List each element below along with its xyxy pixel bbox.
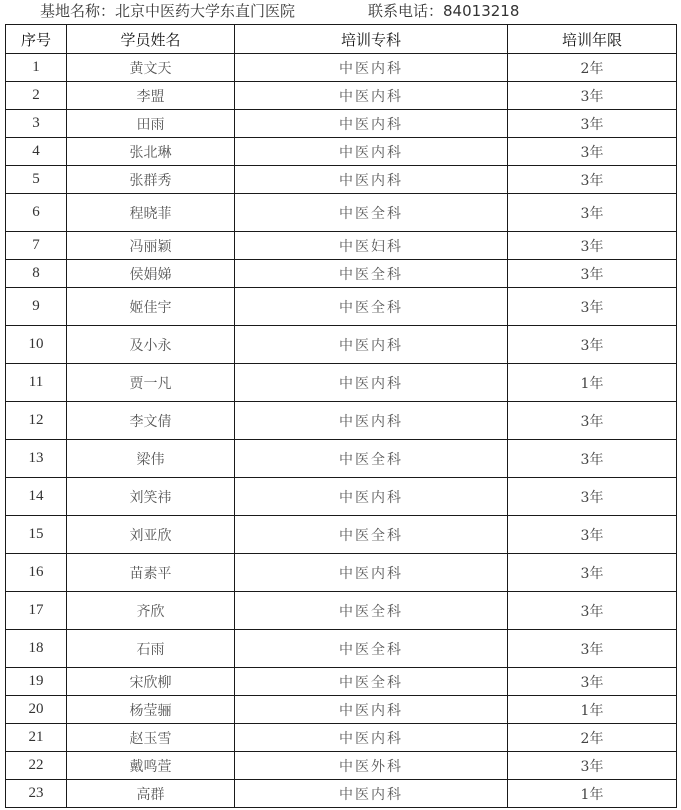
- cell-name: 及小永: [67, 326, 235, 364]
- cell-number: 4: [6, 138, 67, 166]
- table-row: [6, 326, 677, 364]
- cell-number: 18: [6, 630, 67, 668]
- table-row: [6, 138, 677, 166]
- cell-specialty: 中医全科: [235, 194, 508, 232]
- cell-specialty: 中医内科: [235, 166, 508, 194]
- cell-name: 高群: [67, 780, 235, 808]
- cell-years: 3年: [508, 288, 677, 326]
- cell-years: 3年: [508, 82, 677, 110]
- cell-number: 20: [6, 696, 67, 724]
- cell-years: 3年: [508, 194, 677, 232]
- table-row: [6, 260, 677, 288]
- cell-specialty: 中医全科: [235, 630, 508, 668]
- trainee-table: [5, 24, 677, 808]
- cell-name: 张北琳: [67, 138, 235, 166]
- cell-years: 3年: [508, 440, 677, 478]
- cell-number: 21: [6, 724, 67, 752]
- cell-specialty: 中医全科: [235, 592, 508, 630]
- cell-years: 3年: [508, 260, 677, 288]
- contact-phone-label: 联系电话：: [368, 2, 444, 20]
- table-row: [6, 554, 677, 592]
- table-row: [6, 232, 677, 260]
- cell-years: 3年: [508, 592, 677, 630]
- cell-name: 苗素平: [67, 554, 235, 592]
- table-row: [6, 54, 677, 82]
- table-row: [6, 668, 677, 696]
- cell-years: 3年: [508, 554, 677, 592]
- cell-number: 5: [6, 166, 67, 194]
- cell-years: 3年: [508, 110, 677, 138]
- cell-name: 黄文天: [67, 54, 235, 82]
- cell-name: 冯丽颖: [67, 232, 235, 260]
- table-row: [6, 696, 677, 724]
- cell-years: 3年: [508, 166, 677, 194]
- cell-name: 刘亚欣: [67, 516, 235, 554]
- table-row: [6, 110, 677, 138]
- cell-name: 李盟: [67, 82, 235, 110]
- column-header-name: 学员姓名: [67, 25, 235, 54]
- cell-years: 3年: [508, 402, 677, 440]
- cell-specialty: 中医外科: [235, 752, 508, 780]
- cell-years: 3年: [508, 232, 677, 260]
- cell-specialty: 中医内科: [235, 82, 508, 110]
- document-header: [0, 0, 681, 24]
- table-row: [6, 166, 677, 194]
- contact-phone: [368, 0, 519, 22]
- cell-number: 9: [6, 288, 67, 326]
- cell-years: 3年: [508, 668, 677, 696]
- cell-name: 赵玉雪: [67, 724, 235, 752]
- cell-years: 3年: [508, 478, 677, 516]
- table-row: [6, 478, 677, 516]
- cell-specialty: 中医内科: [235, 696, 508, 724]
- cell-name: 贾一凡: [67, 364, 235, 402]
- cell-years: 2年: [508, 724, 677, 752]
- cell-number: 12: [6, 402, 67, 440]
- cell-name: 梁伟: [67, 440, 235, 478]
- cell-years: 3年: [508, 516, 677, 554]
- table-row: [6, 288, 677, 326]
- cell-years: 2年: [508, 54, 677, 82]
- cell-specialty: 中医内科: [235, 554, 508, 592]
- table-row: [6, 194, 677, 232]
- cell-name: 程晓菲: [67, 194, 235, 232]
- cell-number: 7: [6, 232, 67, 260]
- column-header-number: 序号: [6, 25, 67, 54]
- cell-name: 戴鸣萱: [67, 752, 235, 780]
- cell-years: 3年: [508, 138, 677, 166]
- cell-years: 3年: [508, 752, 677, 780]
- cell-specialty: 中医全科: [235, 516, 508, 554]
- cell-specialty: 中医内科: [235, 402, 508, 440]
- cell-number: 13: [6, 440, 67, 478]
- cell-specialty: 中医内科: [235, 54, 508, 82]
- base-name-label: 基地名称：北京中医药大学东直门医院: [40, 2, 296, 20]
- cell-name: 刘笑祎: [67, 478, 235, 516]
- cell-specialty: 中医全科: [235, 440, 508, 478]
- cell-name: 杨莹骊: [67, 696, 235, 724]
- table-body: [6, 54, 677, 808]
- cell-specialty: 中医全科: [235, 288, 508, 326]
- table-row: [6, 402, 677, 440]
- cell-number: 6: [6, 194, 67, 232]
- cell-name: 宋欣柳: [67, 668, 235, 696]
- cell-specialty: 中医内科: [235, 478, 508, 516]
- contact-phone-value: 84013218: [443, 2, 520, 20]
- cell-years: 3年: [508, 326, 677, 364]
- cell-number: 14: [6, 478, 67, 516]
- table-row: [6, 780, 677, 808]
- cell-specialty: 中医内科: [235, 326, 508, 364]
- table-row: [6, 630, 677, 668]
- cell-number: 22: [6, 752, 67, 780]
- table-row: [6, 752, 677, 780]
- cell-years: 3年: [508, 630, 677, 668]
- cell-name: 张群秀: [67, 166, 235, 194]
- table-row: [6, 82, 677, 110]
- cell-number: 15: [6, 516, 67, 554]
- table-header-row: [6, 25, 677, 54]
- cell-years: 1年: [508, 696, 677, 724]
- cell-specialty: 中医内科: [235, 138, 508, 166]
- cell-number: 1: [6, 54, 67, 82]
- cell-number: 2: [6, 82, 67, 110]
- table-row: [6, 516, 677, 554]
- cell-years: 1年: [508, 780, 677, 808]
- cell-number: 3: [6, 110, 67, 138]
- table-row: [6, 724, 677, 752]
- cell-specialty: 中医内科: [235, 780, 508, 808]
- cell-specialty: 中医内科: [235, 110, 508, 138]
- table-row: [6, 364, 677, 402]
- cell-number: 17: [6, 592, 67, 630]
- cell-specialty: 中医内科: [235, 364, 508, 402]
- cell-number: 8: [6, 260, 67, 288]
- cell-number: 11: [6, 364, 67, 402]
- cell-number: 10: [6, 326, 67, 364]
- cell-name: 侯娟娣: [67, 260, 235, 288]
- cell-specialty: 中医全科: [235, 668, 508, 696]
- cell-name: 姬佳宇: [67, 288, 235, 326]
- table-row: [6, 592, 677, 630]
- cell-years: 1年: [508, 364, 677, 402]
- cell-specialty: 中医内科: [235, 724, 508, 752]
- column-header-specialty: 培训专科: [235, 25, 508, 54]
- cell-name: 田雨: [67, 110, 235, 138]
- cell-number: 19: [6, 668, 67, 696]
- cell-name: 李文倩: [67, 402, 235, 440]
- cell-number: 16: [6, 554, 67, 592]
- cell-name: 齐欣: [67, 592, 235, 630]
- cell-specialty: 中医妇科: [235, 232, 508, 260]
- column-header-years: 培训年限: [508, 25, 677, 54]
- cell-number: 23: [6, 780, 67, 808]
- cell-name: 石雨: [67, 630, 235, 668]
- cell-specialty: 中医全科: [235, 260, 508, 288]
- table-row: [6, 440, 677, 478]
